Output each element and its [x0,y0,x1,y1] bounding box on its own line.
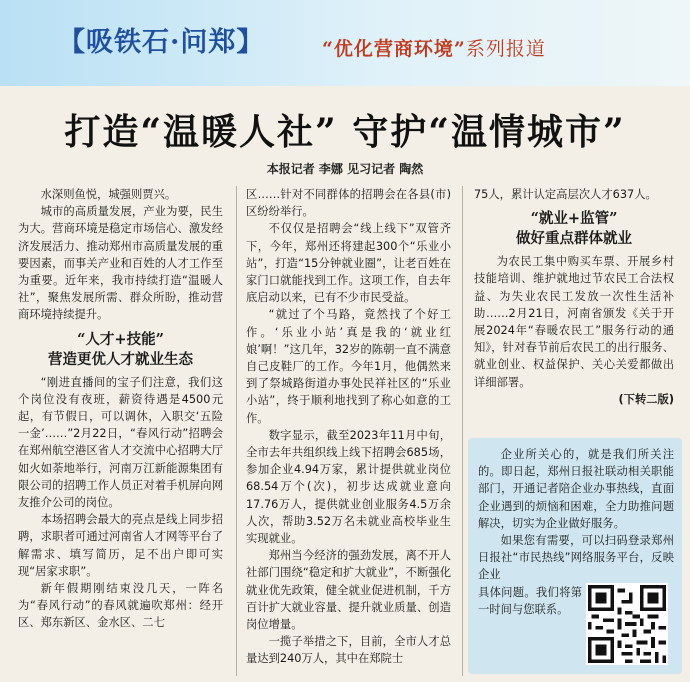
paragraph: 75人，累计认定高层次人才637人。 [474,188,657,201]
paragraph: 水深则鱼悦，城强则贾兴。 [40,188,177,201]
article-column-1 [18,186,223,632]
series-subtitle-main: “优化营商环境” [322,38,466,60]
paragraph: “刚进直播间的宝子们注意，我们这个岗位没有夜班，薪资待遇是4500元起，有节假日，可以调休，入职交‘五险一金’……”2月22日，“春风行动”招聘会在郑州航空港区省人才交流中心招聘大厅如火如荼地举行，河南万江新能源集团有限公司的招聘工作人员正对着手机屏向网友推介公司的岗位。 [18,375,223,510]
series-title: 【吸铁石·问郑】 [58,27,265,58]
continued-note: (下转二版) [618,392,674,406]
section-heading [18,330,223,370]
paragraph: “就过了个马路，竟然找了个好工作。‘乐业小站’真是我的‘就业红娘’啊！”这几年，32岁的陈朝一直不满意自己皮鞋厂的工作。今年1月，他偶然来到了祭城路街道办事处民祥社区的“乐业小站”，终于顺利地找到了称心如意的工作。 [246,308,451,425]
article-column-2 [246,186,451,668]
notice-paragraph: 如果您有需要，可以扫码登录郑州日报社“市民热线”网络服务平台，反映企业 [478,534,674,582]
section-heading-line2: 做好重点群体就业 [516,230,632,248]
paragraph: 数字显示，截至2023年11月中旬，全市去年共组织线上线下招聘会685场，参加企业4.94万家，累计提供就业岗位68.54万个(次)，初步达成就业意向17.76万人，提供就业创业服务4.5万余人次，帮助3.52万名未就业高校毕业生实现就业。 [246,428,451,546]
column-divider [462,186,463,676]
series-subtitle [322,34,546,61]
paragraph: 郑州当今经济的强劲发展，离不开人社部门围绕“稳定和扩大就业”，不断强化就业优先政策，健全就业促进机制，千方百计扩大就业容量、提升就业质量、创造岗位增量。 [246,549,451,632]
paragraph: 不仅仅是招聘会“线上线下”双管齐下，今年，郑州还将建起300个“乐业小站”，打造“15分钟就业圈”，让老百姓在家门口就能找到工作。这项工作，自去年底启动以来，已有不少市民受益。 [246,222,451,305]
paragraph: 一揽子举措之下，目前，全市人才总量达到240万人，其中在郑院士 [246,635,451,666]
notice-box [468,438,682,674]
series-subtitle-tail: 系列报道 [465,38,546,60]
column-divider [236,186,237,676]
paragraph: 城市的高质量发展，产业为要，民生为大。营商环境是稳定市场信心、激发经济发展活力、推动郑州市高质量发展的重要因素，而事关产业和百姓的人才工作至为重要。近年来，我市持续打造“温暖人社”，聚焦发展所需、群众所盼，推动营商环境持续提升。 [18,205,223,322]
qr-code-icon[interactable] [586,583,668,665]
paragraph: 区……针对不同群体的招聘会在各县(市)区纷纷举行。 [246,188,451,219]
byline: 本报记者 李娜 见习记者 陶然 [266,162,424,176]
series-banner [0,0,690,86]
paragraph: 新年假期刚结束没几天，一阵名为“春风行动”的春风就遍吹郑州：经开区、郑东新区、金水区、二七 [18,582,223,630]
notice-paragraph: 具体问题。我们将第一时间与您联系。 [478,585,582,616]
section-heading-line2: 营造更优人才就业生态 [48,350,193,368]
section-heading [474,209,674,249]
article-column-3 [474,186,674,408]
qr-code-graphic [588,585,666,663]
paragraph: 本场招聘会最大的亮点是线上同步招聘，求职者可通过河南省人才网等平台了解需求、填写简历，足不出户即可实现“居家求职”。 [18,513,223,578]
section-heading-line1: “人才+技能” [77,330,164,348]
page-title: 打造“温暖人社” 守护“温情城市” [64,111,626,153]
notice-paragraph: 企业所关心的，就是我们所关注的。即日起，郑州日报社联动相关职能部门，开通记者陪企业办事热线，直面企业遇到的烦恼和困难，全力助推问题解决，切实为企业做好服务。 [478,448,674,530]
section-heading-line1: “就业+监管” [530,210,618,228]
paragraph: 为农民工集中购买车票、开展乡村技能培训、维护就地过节农民工合法权益、为失业农民工发放一次性生活补助……2月21日，河南省颁发《关于开展2024年“春暖农民工”服务行动的通知》，针对春节前后农民工的出行服务、就业创业、权益保护、关心关爱都做出详细部署。 [474,255,674,389]
